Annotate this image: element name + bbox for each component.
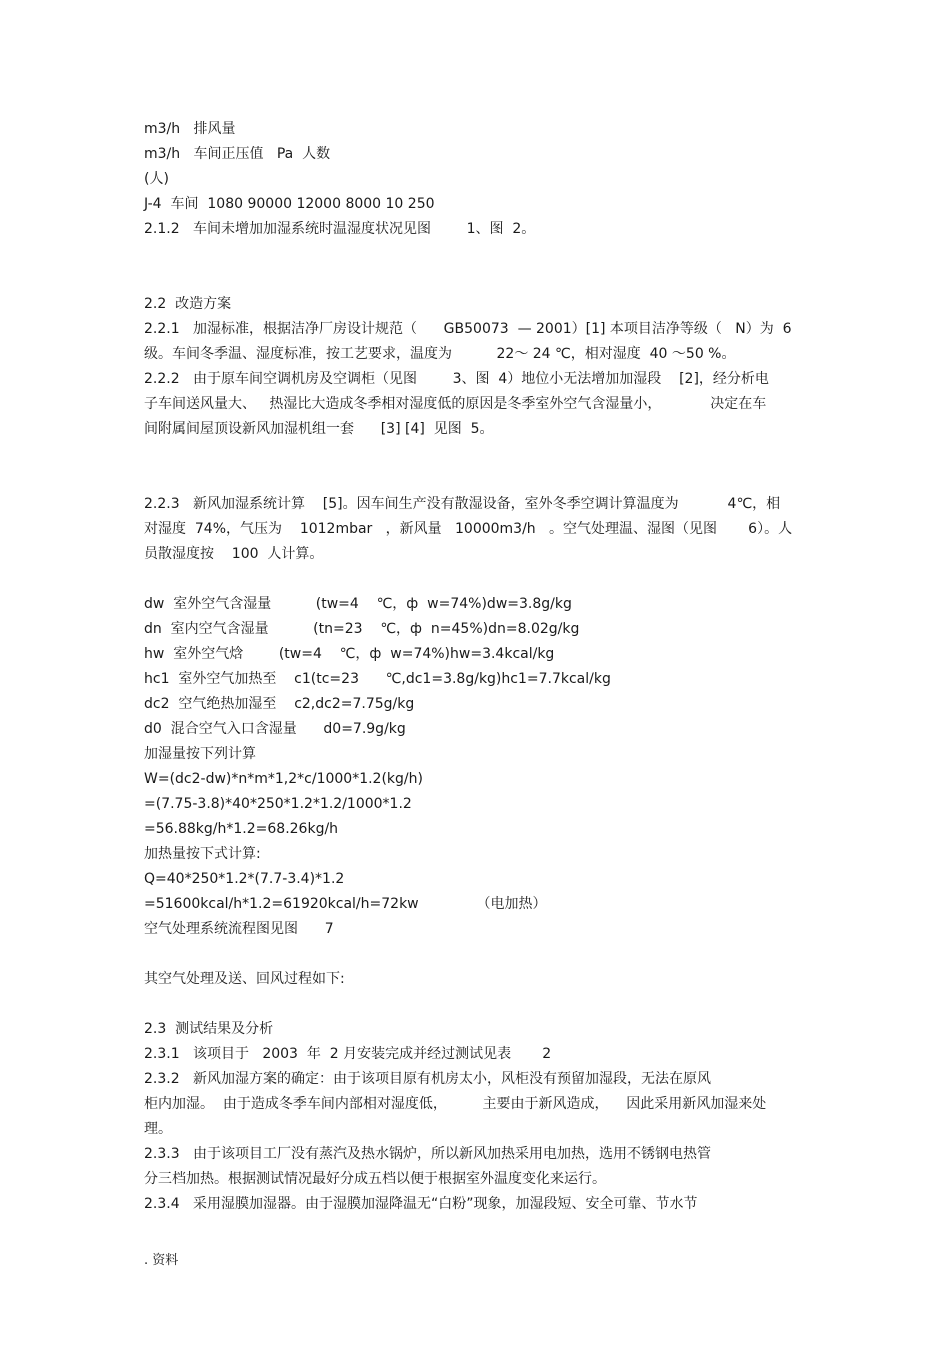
text-line: m3/h 车间正压值 Pa 人数 xyxy=(144,146,331,162)
calc-line: =56.88kg/h*1.2=68.26kg/h xyxy=(144,821,339,837)
text-line: 2.3.1 该项目于 2003 年 2 月安装完成并经过测试见表 2 xyxy=(144,1046,552,1062)
section-heading: 2.3 测试结果及分析 xyxy=(144,1021,274,1037)
calc-line: hc1 室外空气加热至 c1(tc=23 ℃,dc1=3.8g/kg)hc1=7.7kcal/kg xyxy=(144,671,611,687)
calc-line: 空气处理系统流程图见图 7 xyxy=(144,921,334,937)
text-line: 柜内加湿。 由于造成冬季车间内部相对湿度低， 主要由于新风造成， 因此采用新风加湿来处 xyxy=(144,1096,767,1112)
text-line: 2.3.3 由于该项目工厂没有蒸汽及热水锅炉，所以新风加热采用电加热，选用不锈钢电热管 xyxy=(144,1146,711,1162)
text-line: 2.1.2 车间未增加加湿系统时温湿度状况见图 1、图 2。 xyxy=(144,221,536,237)
page-footer: . 资料 xyxy=(144,1253,179,1268)
calc-line: dw 室外空气含湿量 (tw=4 ℃，ф w=74%)dw=3.8g/kg xyxy=(144,596,572,612)
text-line: 员散湿度按 100 人计算。 xyxy=(144,546,324,562)
calc-line: 加湿量按下列计算 xyxy=(144,746,256,762)
text-line: 间附属间屋顶设新风加湿机组一套 [3] [4] 见图 5。 xyxy=(144,421,494,437)
calc-line: dc2 空气绝热加湿至 c2,dc2=7.75g/kg xyxy=(144,696,415,712)
text-line: J-4 车间 1080 90000 12000 8000 10 250 xyxy=(144,196,435,212)
text-line: 其空气处理及送、回风过程如下: xyxy=(144,971,345,987)
text-line: 2.2.1 加湿标准，根据洁净厂房设计规范（ GB50073 — 2001）[1] 本项目洁净等级（ N）为 6 xyxy=(144,321,792,337)
text-line: (人) xyxy=(144,171,169,187)
calc-line: =51600kcal/h*1.2=61920kcal/h=72kw （电加热） xyxy=(144,896,547,912)
text-line: 2.3.4 采用湿膜加湿器。由于湿膜加湿降温无“白粉”现象，加湿段短、安全可靠、节水节 xyxy=(144,1196,698,1212)
text-line: 理。 xyxy=(144,1121,172,1137)
calc-line: W=(dc2-dw)*n*m*1,2*c/1000*1.2(kg/h) xyxy=(144,771,423,787)
calc-line: 加热量按下式计算: xyxy=(144,846,261,862)
text-line: 2.2.3 新风加湿系统计算 [5]。因车间生产没有散湿设备，室外冬季空调计算温度为 4℃，相 xyxy=(144,496,781,512)
text-line: 分三档加热。根据测试情况最好分成五档以便于根据室外温度变化来运行。 xyxy=(144,1171,606,1187)
text-line: 2.2.2 由于原车间空调机房及空调柜（见图 3、图 4）地位小无法增加加湿段 [2]，经分析电 xyxy=(144,371,769,387)
calc-line: dn 室内空气含湿量 (tn=23 ℃，ф n=45%)dn=8.02g/kg xyxy=(144,621,580,637)
calc-line: hw 室外空气焓 (tw=4 ℃，ф w=74%)hw=3.4kcal/kg xyxy=(144,646,555,662)
text-line: 2.3.2 新风加湿方案的确定：由于该项目原有机房太小，风柜没有预留加湿段，无法在原风 xyxy=(144,1071,711,1087)
text-line: m3/h 排风量 xyxy=(144,121,236,137)
text-line: 级。车间冬季温、湿度标准，按工艺要求，温度为 22～ 24 ℃，相对湿度 40 ～50 %。 xyxy=(144,346,736,362)
calc-line: d0 混合空气入口含湿量 d0=7.9g/kg xyxy=(144,721,406,737)
section-heading: 2.2 改造方案 xyxy=(144,296,232,312)
calc-line: Q=40*250*1.2*(7.7-3.4)*1.2 xyxy=(144,871,345,887)
calc-line: =(7.75-3.8)*40*250*1.2*1.2/1000*1.2 xyxy=(144,796,412,812)
text-line: 对湿度 74%，气压为 1012mbar ，新风量 10000m3/h 。空气处理温、湿图（见图 6）。人 xyxy=(144,521,793,537)
text-line: 子车间送风量大、 热湿比大造成冬季相对湿度低的原因是冬季室外空气含湿量小， 决定在车 xyxy=(144,396,767,412)
